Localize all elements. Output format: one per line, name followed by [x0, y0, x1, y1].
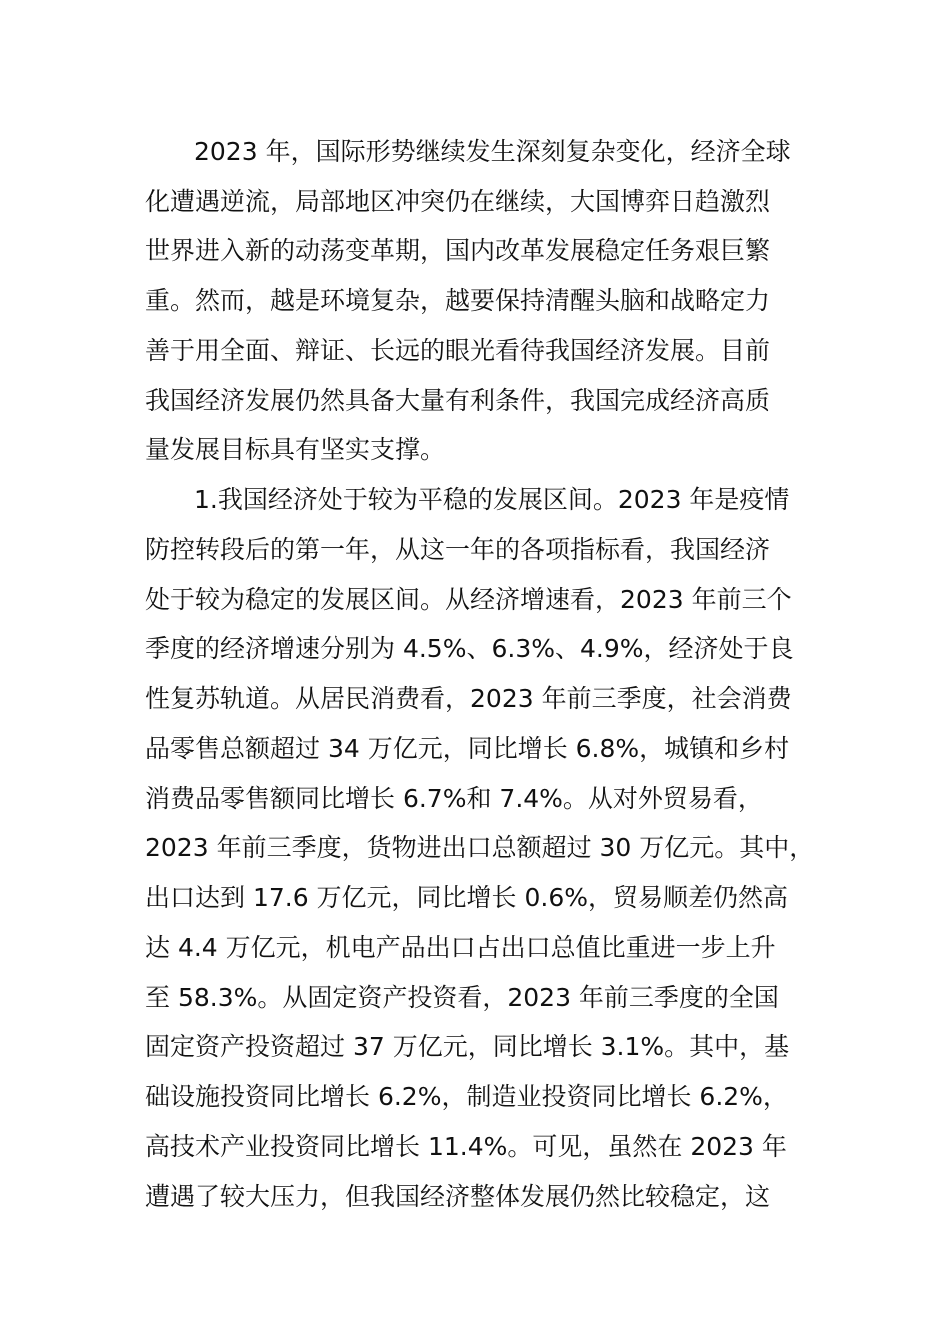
paragraph-1-line-7: 量发展目标具有坚实支撑。: [145, 435, 446, 464]
paragraph-1-line-1: 2023 年，国际形势继续发生深刻复杂变化，经济全球: [194, 137, 791, 166]
paragraph-1-line-2: 化遭遇逆流，局部地区冲突仍在继续，大国博弈日趋激烈: [145, 187, 771, 216]
paragraph-2-line-13: 础设施投资同比增长 6.2%，制造业投资同比增长 6.2%，: [145, 1082, 788, 1111]
paragraph-2-line-14: 高技术产业投资同比增长 11.4%。可见，虽然在 2023 年: [145, 1132, 787, 1161]
paragraph-1-line-6: 我国经济发展仍然具备大量有利条件，我国完成经济高质: [145, 386, 771, 415]
paragraph-2-line-5: 性复苏轨道。从居民消费看，2023 年前三季度，社会消费: [145, 684, 792, 713]
paragraph-1-line-5: 善于用全面、辩证、长远的眼光看待我国经济发展。目前: [145, 336, 771, 365]
paragraph-2-line-7: 消费品零售额同比增长 6.7%和 7.4%。从对外贸易看，: [145, 784, 763, 813]
paragraph-2-line-8: 2023 年前三季度，货物进出口总额超过 30 万亿元。其中，: [145, 833, 815, 862]
paragraph-1-line-4: 重。然而，越是环境复杂，越要保持清醒头脑和战略定力: [145, 286, 771, 315]
paragraph-2-line-6: 品零售总额超过 34 万亿元，同比增长 6.8%，城镇和乡村: [145, 734, 790, 763]
paragraph-2-line-11: 至 58.3%。从固定资产投资看，2023 年前三季度的全国: [145, 983, 779, 1012]
paragraph-2-line-2: 防控转段后的第一年，从这一年的各项指标看，我国经济: [145, 535, 771, 564]
paragraph-2-line-10: 达 4.4 万亿元，机电产品出口占出口总值比重进一步上升: [145, 933, 776, 962]
paragraph-2-line-1: 1.我国经济处于较为平稳的发展区间。2023 年是疫情: [194, 485, 790, 514]
paragraph-2-line-12: 固定资产投资超过 37 万亿元，同比增长 3.1%。其中，基: [145, 1032, 790, 1061]
paragraph-2-line-3: 处于较为稳定的发展区间。从经济增速看，2023 年前三个: [145, 585, 792, 614]
paragraph-1-line-3: 世界进入新的动荡变革期，国内改革发展稳定任务艰巨繁: [145, 236, 771, 265]
paragraph-2-line-4: 季度的经济增速分别为 4.5%、6.3%、4.9%，经济处于良: [145, 634, 794, 663]
paragraph-2-line-15: 遭遇了较大压力，但我国经济整体发展仍然比较稳定，这: [145, 1182, 771, 1211]
paragraph-2-line-9: 出口达到 17.6 万亿元，同比增长 0.6%，贸易顺差仍然高: [145, 883, 789, 912]
